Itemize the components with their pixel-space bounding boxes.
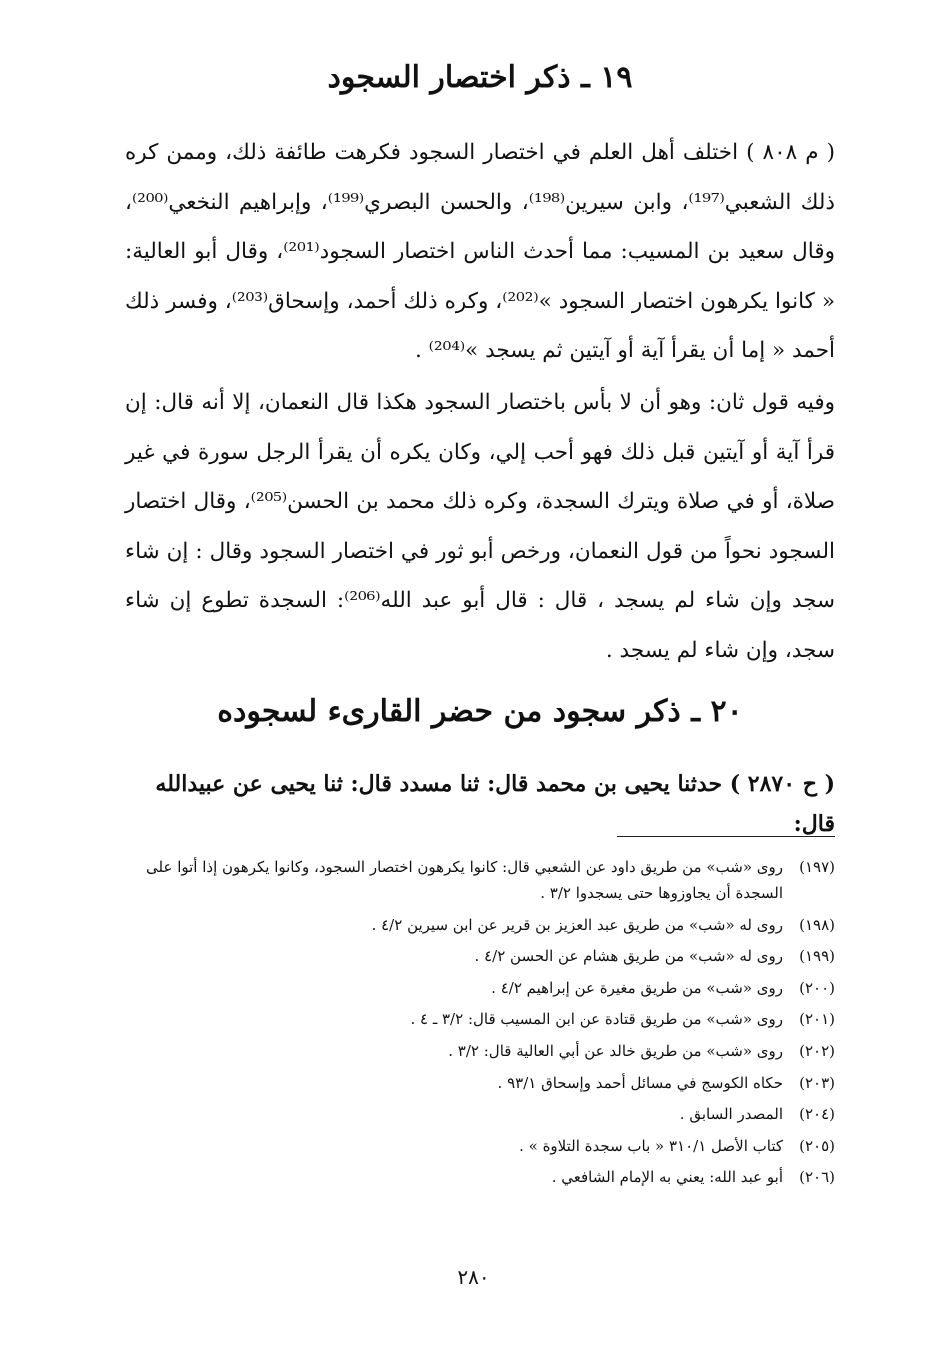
footnote-number: (٢٠٥): [799, 1136, 835, 1155]
section-19-paragraph-1: ( م ٨٠٨ ) اختلف أهل العلم في اختصار السجود فكرهت طائفة ذلك، وممن كره ذلك الشعبي⁽¹⁹⁷⁾، وابن سيرين⁽¹⁹⁸⁾، والحسن البصري⁽¹⁹⁹⁾، وإبراهيم النخعي⁽²⁰⁰⁾، وقال سعيد بن المسيب: مما أحدث الناس اختصار السجود⁽²⁰¹⁾، وقال أبو العالية: « كانوا يكرهون اختصار السجود »⁽²⁰²⁾، وكره ذلك أحمد، وإسحاق⁽²⁰³⁾، وفسر ذلك أحمد « إما أن يقرأ آية أو آيتين ثم يسجد »⁽²⁰⁴⁾ .: [125, 140, 836, 363]
footnote-separator: [617, 836, 835, 837]
footnote-text: روى «شب» من طريق داود عن الشعبي قال: كانوا يكرهون اختصار السجود، وكانوا يكرهون إذا أتوا على السجدة أن يجاوزوها حتى يسجدوا ٣/٢ .: [146, 858, 783, 902]
footnote: [125, 1133, 835, 1159]
footnote: [125, 1101, 835, 1127]
footnote-number: (٢٠٤): [799, 1105, 835, 1124]
footnote-number: (٢٠٢): [799, 1041, 835, 1060]
footnote-text: حكاه الكوسج في مسائل أحمد وإسحاق ٩٣/١ .: [497, 1073, 783, 1092]
footnote-text: روى «شب» من طريق خالد عن أبي العالية قال: ٣/٢ .: [448, 1041, 783, 1060]
footnote-text: روى له «شب» من طريق عبد العزيز بن قرير عن ابن سيرين ٤/٢ .: [371, 915, 783, 934]
footnote-number: (١٩٩): [799, 947, 835, 966]
footnote-text: روى له «شب» من طريق هشام عن الحسن ٤/٢ .: [474, 947, 783, 966]
footnote-text: روى «شب» من طريق قتادة عن ابن المسيب قال: ٣/٢ ـ ٤ .: [410, 1010, 783, 1029]
footnote: [125, 1038, 835, 1064]
section-20-title: ٢٠ ـ ذكر سجود من حضر القارىء لسجوده: [217, 694, 743, 729]
footnote-number: (١٩٧): [799, 858, 835, 876]
section-19-paragraph-2: وفيه قول ثان: وهو أن لا بأس باختصار السجود هكذا قال النعمان، إلا أنه قال: إن قرأ آية أو آيتين قبل ذلك فهو أحب إلي، وكان يكره أن يقرأ الرجل سورة في غير صلاة، أو في صلاة ويترك السجدة، وكره ذلك محمد بن الحسن⁽²⁰⁵⁾، وقال اختصار السجود نحواً من قول النعمان، ورخص أبو ثور في اختصار السجود وقال : إن شاء سجد وإن شاء لم يسجد ، قال : قال أبو عبد الله⁽²⁰⁶⁾: السجدة تطوع إن شاء سجد، وإن شاء لم يسجد .: [125, 390, 835, 663]
footnote: [125, 854, 835, 906]
footnote-number: (٢٠٠): [799, 978, 835, 997]
footnote: [125, 943, 835, 969]
footnote-text: المصدر السابق .: [679, 1105, 783, 1124]
footnote-text: كتاب الأصل ٣١٠/١ « باب سجدة التلاوة » .: [519, 1136, 783, 1155]
footnote-number: (٢٠٣): [799, 1073, 835, 1092]
section-19-title: ١٩ ـ ذكر اختصار السجود: [327, 60, 633, 95]
footnote-number: (٢٠١): [799, 1010, 835, 1029]
section-20-hadith-line: ( ح ٢٨٧٠ ) حدثنا يحيى بن محمد قال: ثنا مسدد قال: ثنا يحيى عن عبيدالله قال:: [155, 771, 835, 837]
footnotes: [125, 854, 835, 1196]
page-number: ٢٨٠: [457, 1265, 490, 1289]
footnote-text: أبو عبد الله: يعني به الإمام الشافعي .: [551, 1168, 783, 1187]
footnote-number: (٢٠٦): [799, 1168, 835, 1187]
footnote-text: روى «شب» من طريق مغيرة عن إبراهيم ٤/٢ .: [491, 978, 783, 997]
footnote-number: (١٩٨): [799, 915, 835, 934]
footnote: [125, 975, 835, 1001]
footnote: [125, 1164, 835, 1190]
footnote: [125, 1006, 835, 1032]
footnote: [125, 1070, 835, 1096]
footnote: [125, 912, 835, 938]
